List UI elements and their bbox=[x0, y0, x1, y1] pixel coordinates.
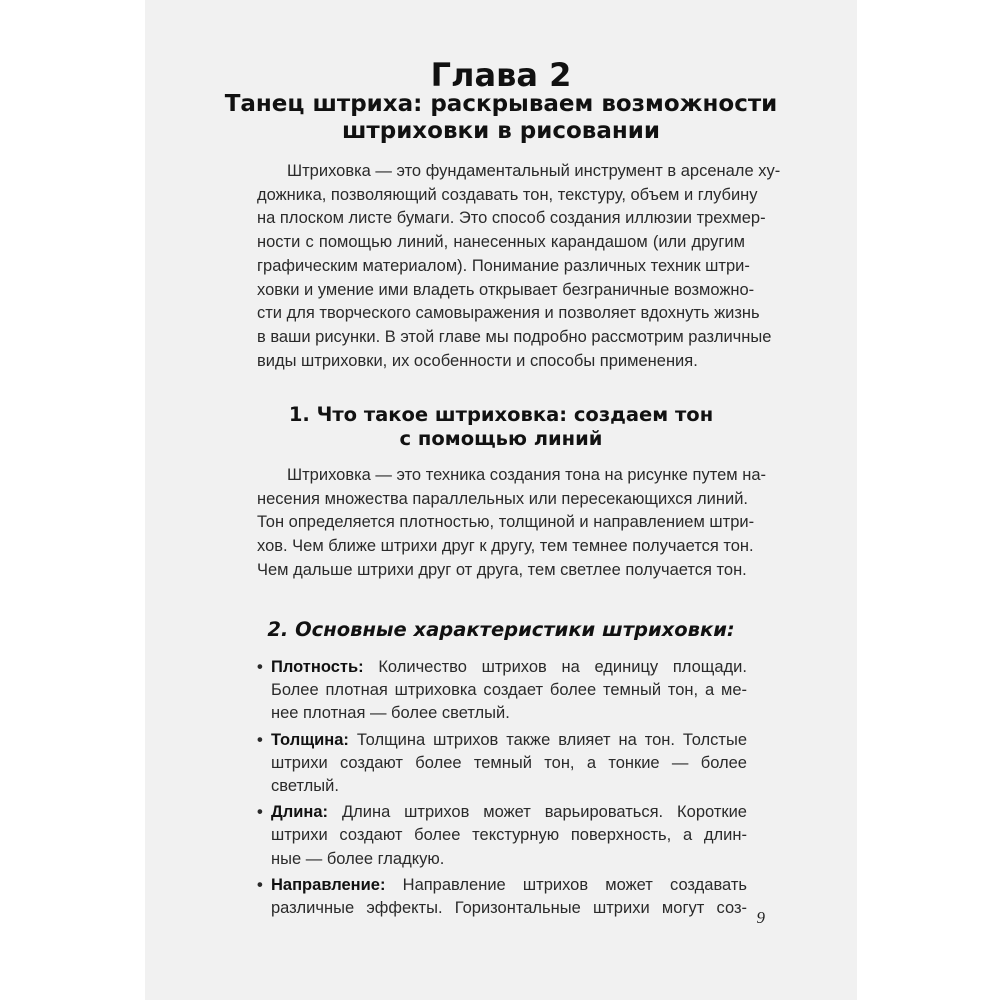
text-line: дожника, позволяющий создавать тон, текстуру, объем и глубину bbox=[257, 185, 758, 204]
list-item-text: Количество штрихов на единицу площади. bbox=[378, 658, 747, 676]
text-line: нее плотная — более светлый. bbox=[271, 704, 510, 723]
text-line: графическим материалом). Понимание различных техник штри- bbox=[257, 256, 750, 275]
list-item-term: Длина: bbox=[271, 803, 329, 822]
bullet-icon: • bbox=[257, 730, 263, 749]
text-line: в ваши рисунки. В этой главе мы подробно рассмотрим различные bbox=[257, 327, 772, 346]
text-line: хов. Чем ближе штрихи друг к другу, тем темнее получается тон. bbox=[257, 537, 754, 556]
list-item-term: Плотность: bbox=[271, 658, 364, 676]
list-item bbox=[257, 801, 747, 871]
list-item bbox=[257, 656, 747, 726]
text-line: виды штриховки, их особенности и способы применения. bbox=[257, 351, 698, 370]
text-line: ности с помощью линий, нанесенных карандашом (или другим bbox=[257, 233, 745, 252]
bullet-icon: • bbox=[257, 658, 263, 676]
page-number: 9 bbox=[756, 908, 765, 927]
section-2-title: 2. Основные характеристики штриховки: bbox=[267, 618, 735, 641]
text-line: светлый. bbox=[271, 777, 339, 796]
chapter-title bbox=[145, 91, 857, 145]
text-line: ховки и умение ими владеть открывает безграничные возможно- bbox=[257, 280, 755, 299]
intro-paragraph bbox=[257, 160, 781, 373]
list-item-term: Направление: bbox=[271, 875, 386, 894]
list-item bbox=[257, 874, 747, 920]
list-item-text: Толщина штрихов также влияет на тон. Толстые bbox=[356, 730, 747, 749]
text-line: на плоском листе бумаги. Это способ создания иллюзии трехмер- bbox=[257, 209, 766, 228]
chapter-title-line-2: штриховки в рисовании bbox=[341, 118, 661, 144]
list-item bbox=[257, 729, 747, 799]
chapter-title-line-1: Танец штриха: раскрываем возможности bbox=[224, 91, 778, 117]
text-line: Штриховка — это фундаментальный инструмент в арсенале ху- bbox=[287, 162, 781, 180]
text-line: Штриховка — это техника создания тона на рисунке путем на- bbox=[287, 466, 766, 484]
section-1-title-line-1: 1. Что такое штриховка: создаем тон bbox=[288, 403, 714, 426]
list-item-text: Направление штрихов может создавать bbox=[402, 875, 747, 894]
list-item-text: Длина штрихов может варьироваться. Короткие bbox=[341, 803, 747, 822]
text-line: Более плотная штриховка создает более темный тон, а ме- bbox=[271, 681, 747, 700]
book-page bbox=[145, 0, 857, 1000]
text-line: ные — более гладкую. bbox=[271, 849, 445, 868]
list-item-term: Толщина: bbox=[271, 730, 349, 749]
text-line: несения множества параллельных или пересекающихся линий. bbox=[257, 489, 749, 508]
text-line: Чем дальше штрихи друг от друга, тем светлее получается тон. bbox=[257, 560, 747, 579]
text-line: сти для творческого самовыражения и позволяет вдохнуть жизнь bbox=[257, 304, 760, 323]
section-1-paragraph bbox=[257, 464, 766, 583]
text-line: Тон определяется плотностью, толщиной и направлением штри- bbox=[257, 513, 755, 532]
text-line: штрихи создают более темный тон, а тонкие — более bbox=[271, 753, 747, 772]
bullet-icon: • bbox=[257, 803, 263, 822]
text-line: штрихи создают более текстурную поверхность, а длин- bbox=[271, 826, 747, 845]
chapter-number: Глава 2 bbox=[430, 56, 572, 94]
characteristics-list bbox=[257, 656, 747, 923]
section-1-title-line-2: с помощью линий bbox=[399, 427, 603, 450]
section-1-title bbox=[145, 403, 857, 451]
text-line: различные эффекты. Горизонтальные штрихи могут соз- bbox=[271, 899, 747, 918]
bullet-icon: • bbox=[257, 875, 263, 894]
